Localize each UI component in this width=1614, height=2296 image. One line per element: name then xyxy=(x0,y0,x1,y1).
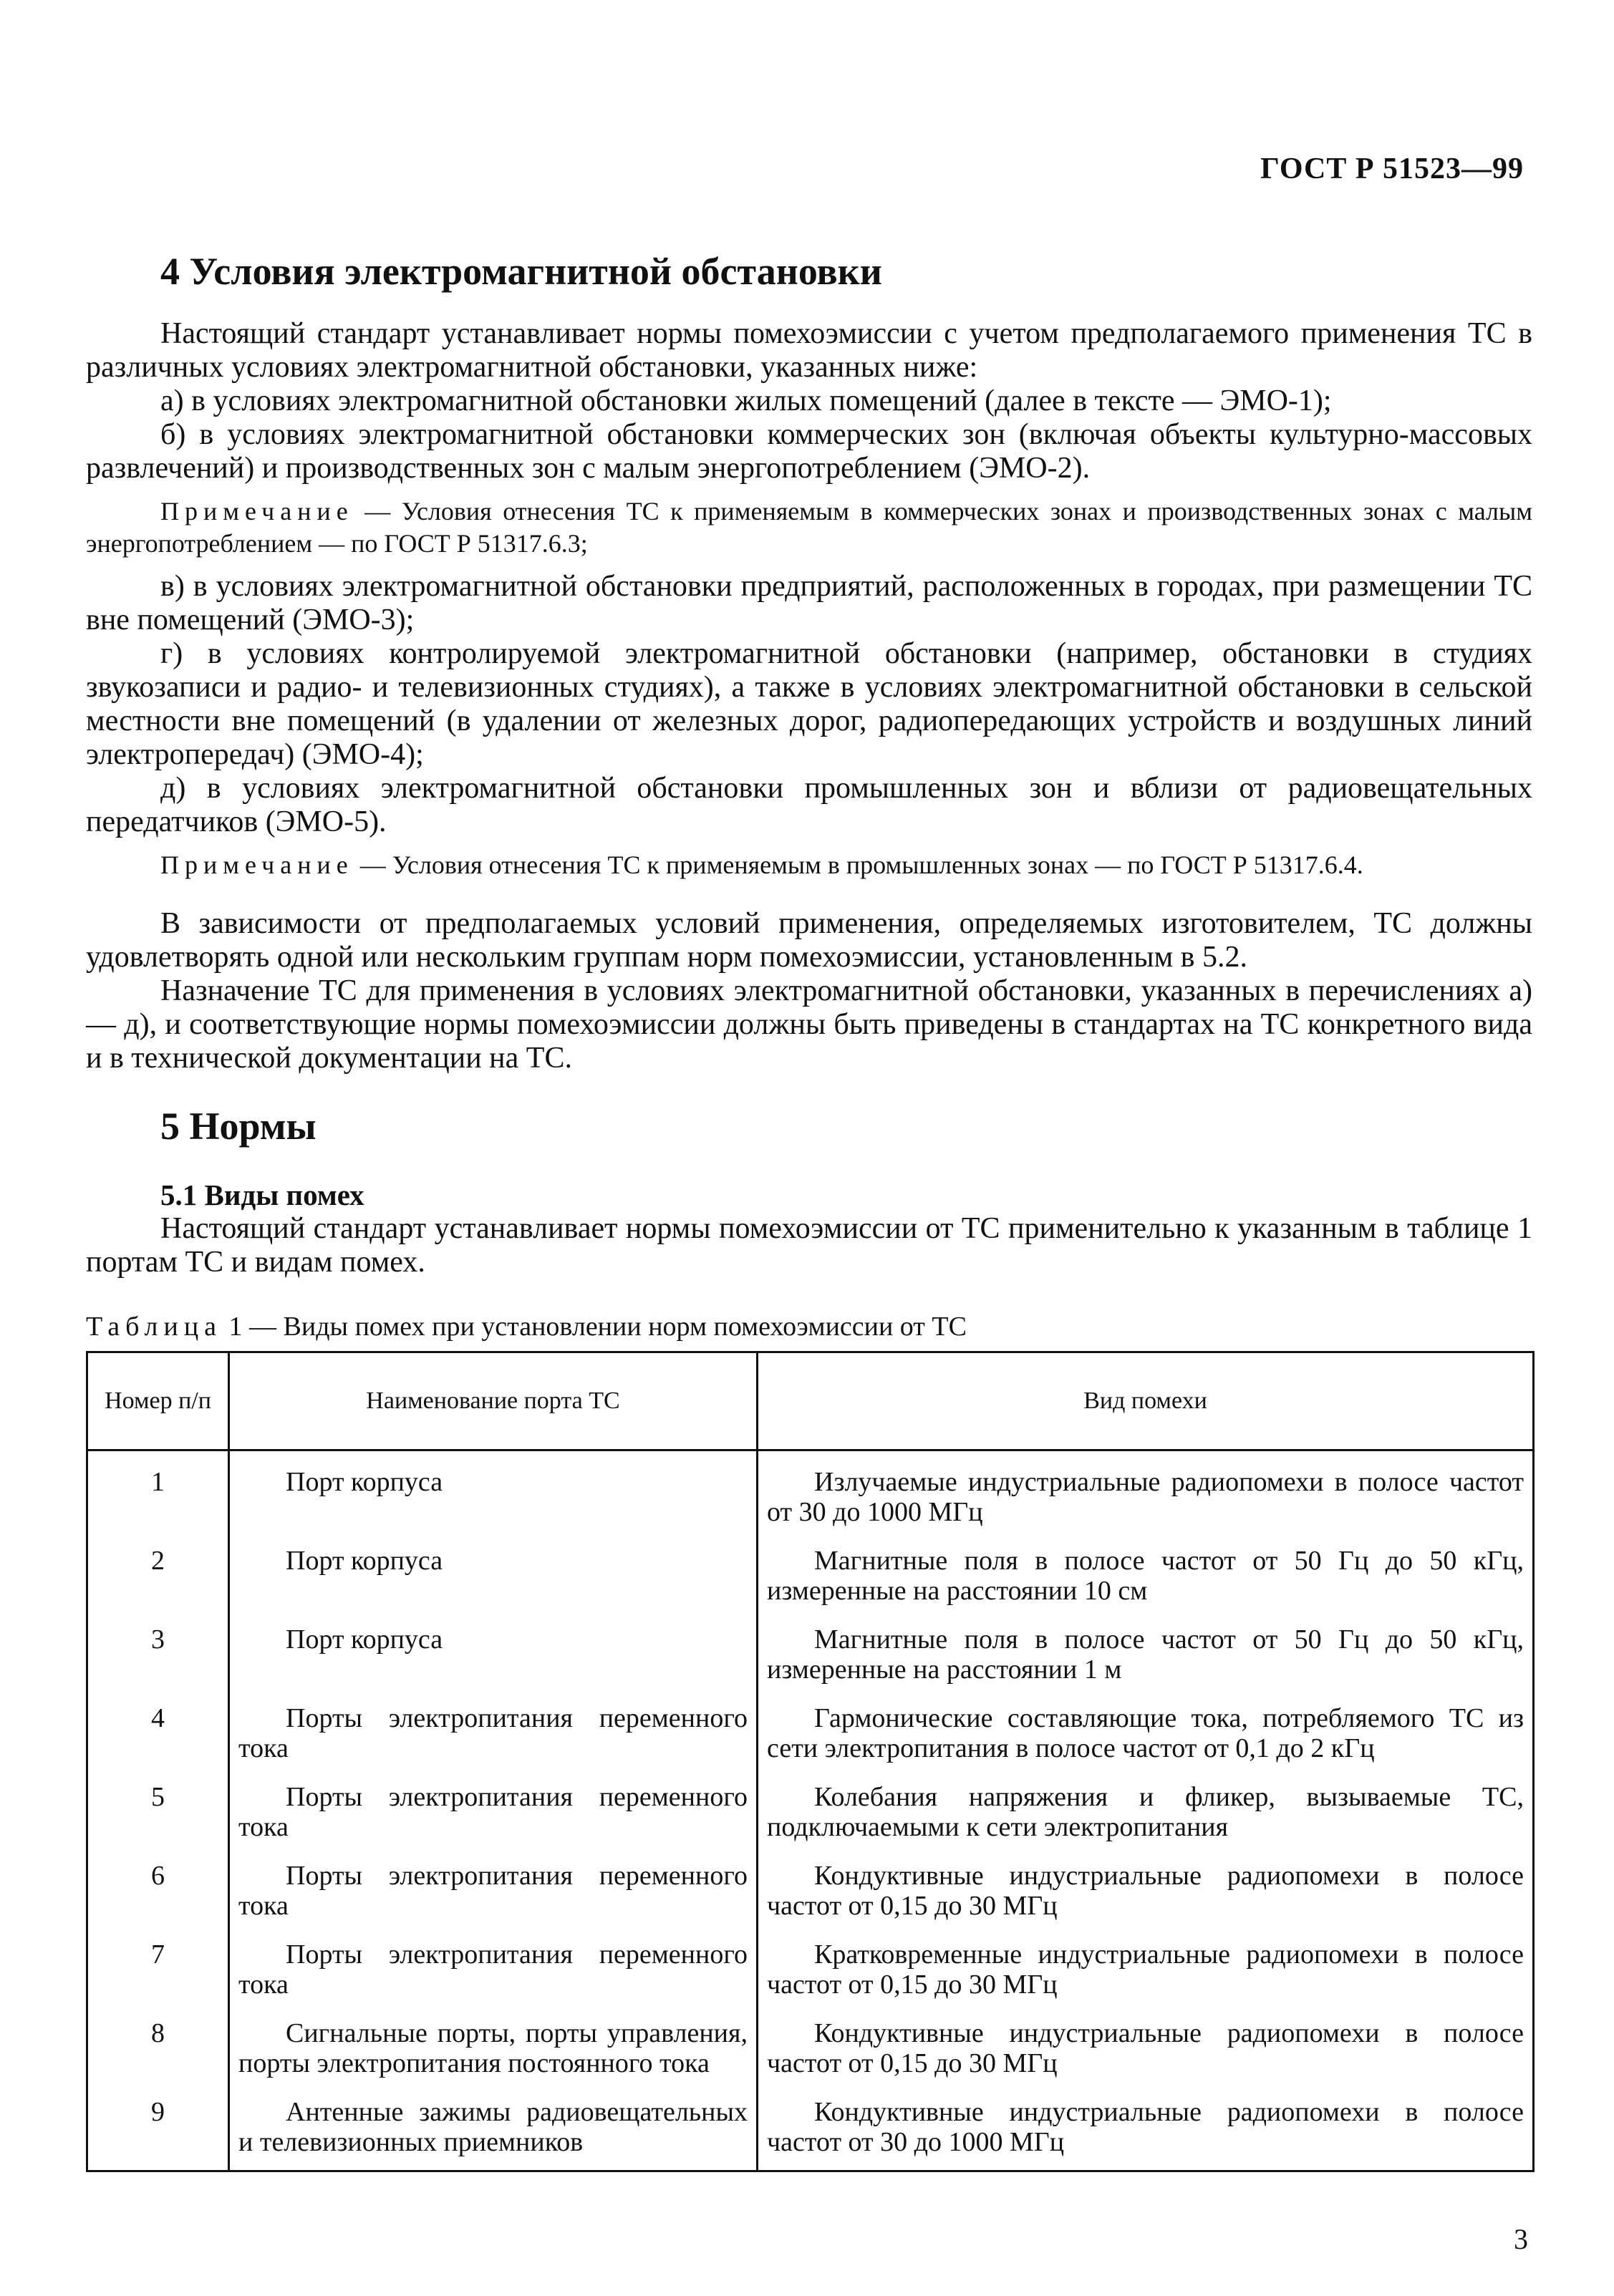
row-number: 9 xyxy=(87,2091,229,2171)
row-port: Антенные зажимы радиовещательных и телевизионных приемников xyxy=(229,2091,758,2171)
document-number: ГОСТ Р 51523—99 xyxy=(1260,152,1524,185)
section-4-title: 4 Условия электромагнитной обстановки xyxy=(160,250,882,293)
row-port: Порт корпуса xyxy=(229,1619,758,1697)
row-number: 7 xyxy=(87,1934,229,2012)
subsection-5-1-title: 5.1 Виды помех xyxy=(160,1178,364,1211)
note-2-label: Примечание xyxy=(160,851,354,880)
row-number: 8 xyxy=(87,2012,229,2091)
row-number: 5 xyxy=(87,1776,229,1855)
list-item-v: в) в условиях электромагнитной обстановки предприятий, расположенных в городах, при размещении ТС вне помещений (ЭМО-3); xyxy=(86,570,1532,637)
table-header-row xyxy=(87,1352,1534,1450)
page-number: 3 xyxy=(1514,2223,1528,2255)
row-port: Порты электропитания переменного тока xyxy=(229,1934,758,2012)
section-5-title: 5 Нормы xyxy=(160,1105,316,1148)
subsection-5-1-paragraph: Настоящий стандарт устанавливает нормы помехоэмиссии от ТС применительно к указанным в таблице 1 портам ТС и видам помех. xyxy=(86,1211,1532,1279)
paragraph-groups: В зависимости от предполагаемых условий применения, определяемых изготовителем, ТС должны удовлетворять одной или нескольким группам норм помехоэмиссии, установленным в 5.2. xyxy=(86,907,1532,974)
section-4-intro: Настоящий стандарт устанавливает нормы помехоэмиссии с учетом предполагаемого применения ТС в различных условиях электромагнитной обстановки, указанных ниже: xyxy=(86,317,1532,384)
row-port: Сигнальные порты, порты управления, порты электропитания постоянного тока xyxy=(229,2012,758,2091)
row-port: Порты электропитания переменного тока xyxy=(229,1697,758,1776)
table-row xyxy=(87,1776,1534,1855)
row-port: Порт корпуса xyxy=(229,1540,758,1619)
row-interference-type: Гармонические составляющие тока, потребляемого ТС из сети электропитания в полосе частот от 0,1 до 2 кГц xyxy=(758,1697,1534,1776)
table-caption-label: Таблица xyxy=(86,1311,223,1342)
list-item-g: г) в условиях контролируемой электромагнитной обстановки (например, обстановки в студиях звукозаписи и радио- и телевизионных студиях), а также в условиях электромагнитной обстановки в сельской местности вне помещений (в удалении от железных дорог, радиопередающих устройств и воздушных линий электропередач) (ЭМО-4); xyxy=(86,637,1532,772)
table-caption-text: 1 — Виды помех при установлении норм помехоэмиссии от ТС xyxy=(222,1311,967,1342)
table-row xyxy=(87,1540,1534,1619)
row-interference-type: Кратковременные индустриальные радиопомехи в полосе частот от 0,15 до 30 МГц xyxy=(758,1934,1534,2012)
table-row xyxy=(87,1855,1534,1934)
table-row xyxy=(87,1619,1534,1697)
row-interference-type: Кондуктивные индустриальные радиопомехи в полосе частот от 0,15 до 30 МГц xyxy=(758,2012,1534,2091)
row-port: Порты электропитания переменного тока xyxy=(229,1855,758,1934)
row-number: 6 xyxy=(87,1855,229,1934)
row-port: Порт корпуса xyxy=(229,1450,758,1540)
table-row xyxy=(87,1697,1534,1776)
note-1-text: — Условия отнесения ТС к применяемым в коммерческих зонах и производственных зонах с малым энергопотреблением — по ГОСТ Р 51317.6.3; xyxy=(86,497,1532,558)
row-number: 1 xyxy=(87,1450,229,1540)
note-1-label: Примечание xyxy=(160,497,354,526)
row-port: Порты электропитания переменного тока xyxy=(229,1776,758,1855)
table-caption xyxy=(86,1311,1532,1342)
row-interference-type: Колебания напряжения и фликер, вызываемые ТС, подключаемыми к сети электропитания xyxy=(758,1776,1534,1855)
column-header-port: Наименование порта ТС xyxy=(229,1352,758,1450)
row-interference-type: Кондуктивные индустриальные радиопомехи в полосе частот от 0,15 до 30 МГц xyxy=(758,1855,1534,1934)
column-header-number: Номер п/п xyxy=(87,1352,229,1450)
paragraph-assignment: Назначение ТС для применения в условиях электромагнитной обстановки, указанных в перечислениях а) — д), и соответствующие нормы помехоэмиссии должны быть приведены в стандартах на ТС конкретного вида и в технической документации на ТС. xyxy=(86,974,1532,1075)
note-2-text: — Условия отнесения ТС к применяемым в промышленных зонах — по ГОСТ Р 51317.6.4. xyxy=(353,851,1363,880)
row-number: 3 xyxy=(87,1619,229,1697)
row-interference-type: Магнитные поля в полосе частот от 50 Гц до 50 кГц, измеренные на расстоянии 10 см xyxy=(758,1540,1534,1619)
note-2 xyxy=(86,849,1532,881)
row-number: 4 xyxy=(87,1697,229,1776)
row-interference-type: Кондуктивные индустриальные радиопомехи в полосе частот от 30 до 1000 МГц xyxy=(758,2091,1534,2171)
table-row xyxy=(87,1450,1534,1540)
table-row xyxy=(87,2012,1534,2091)
column-header-type: Вид помехи xyxy=(758,1352,1534,1450)
list-item-b: б) в условиях электромагнитной обстановки коммерческих зон (включая объекты культурно-массовых развлечений) и производственных зон с малым энергопотреблением (ЭМО-2). xyxy=(86,418,1532,485)
row-interference-type: Излучаемые индустриальные радиопомехи в полосе частот от 30 до 1000 МГц xyxy=(758,1450,1534,1540)
list-item-a: а) в условиях электромагнитной обстановки жилых помещений (далее в тексте — ЭМО-1); xyxy=(160,384,1332,418)
interference-types-table xyxy=(86,1351,1535,2172)
row-interference-type: Магнитные поля в полосе частот от 50 Гц до 50 кГц, измеренные на расстоянии 1 м xyxy=(758,1619,1534,1697)
table-row xyxy=(87,1934,1534,2012)
page-content xyxy=(86,251,1532,2172)
row-number: 2 xyxy=(87,1540,229,1619)
list-item-d: д) в условиях электромагнитной обстановки промышленных зон и вблизи от радиовещательных передатчиков (ЭМО-5). xyxy=(86,772,1532,839)
note-1 xyxy=(86,495,1532,560)
table-row xyxy=(87,2091,1534,2171)
